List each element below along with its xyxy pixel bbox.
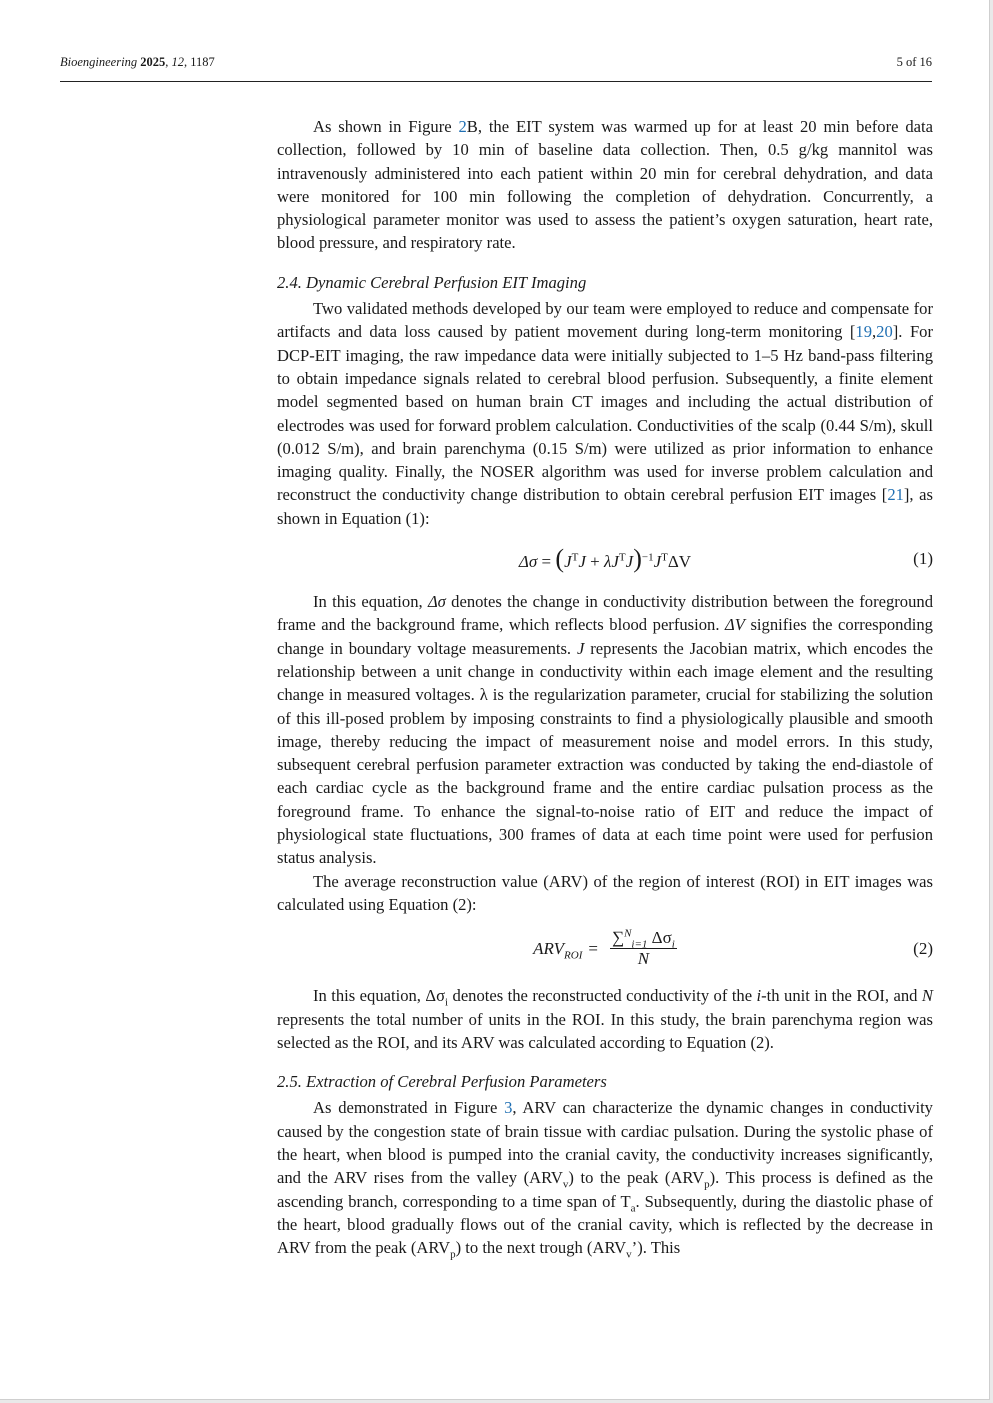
section-heading-2-5: 2.5. Extraction of Cerebral Perfusion Parameters (277, 1072, 607, 1092)
equation-1 (277, 536, 933, 582)
header-rule (60, 81, 932, 82)
reference-19-link[interactable]: 19 (855, 322, 873, 342)
paragraph-perfusion-parameters: As demonstrated in Figure 3, ARV can characterize the dynamic changes in conductivity caused by the congestion state of brain tissue with cardiac pulsation. During the systolic phase of the heart, when blood is pumped into the cranial cavity, the conductivity increases significantly, and the ARV rises from the valley $(ARV_v)$ to the peak $(ARV_p)$. This process is defined as the ascending branch, corresponding to a time span of $T_a$. Subsequently, during the diastolic phase of the heart, blood gradually flows out of the cranial cavity, which is reflected by the decrease in ARV from the peak $(ARV_p)$ to the next trough $(ARV_v’)$. This (277, 1098, 934, 1261)
running-header (60, 55, 932, 70)
body-text (277, 115, 933, 1259)
page-number: 5 of 16 (896, 55, 932, 69)
equation-1-number: (1) (913, 549, 933, 569)
equation-2-body: $ARV_{ROI}$ = $\frac{\sum^N_{i=1} \Delta\sigma_i}{N}$ (533, 927, 675, 969)
figure-2-link[interactable]: 2 (458, 117, 467, 136)
paragraph-equation-2-explanation: In this equation, $\Delta\sigma_i$ denotes the reconstructed conductivity of the i-th unit in the ROI, and N represents the total number of units in the ROI. In this study, the brain parenchyma region was selected as the ROI, and its ARV was calculated according to Equation (2). (277, 986, 933, 1052)
reference-20-link[interactable]: 20 (876, 322, 893, 342)
equation-2 (277, 922, 933, 976)
journal-citation: Bioengineering 2025, 12, 1187 (60, 55, 215, 69)
figure-3-link[interactable]: 3 (504, 1098, 513, 1118)
paragraph-dehydration-protocol: As shown in Figure 2B, the EIT system was warmed up for at least 20 min before data collection, followed by 10 min of baseline data collection. Then, 0.5 g/kg mannitol was intravenously administered into each patient within 20 min for cerebral dehydration, and data were monitored for 100 min following the completion of dehydration. Concurrently, a physiological parameter monitor was used to assess the patient’s oxygen saturation, heart rate, blood pressure, and respiratory rate. (277, 117, 933, 253)
reference-21-link[interactable]: 21 (887, 485, 904, 505)
paragraph-eit-imaging: Two validated methods developed by our team were employed to reduce and compensate for artifacts and data loss caused by patient movement during long-term monitoring [19,20]. For DCP-EIT imaging, the raw impedance data were initially subjected to 1–5 Hz band-pass filtering to obtain impedance signals related to cerebral blood perfusion. Subsequently, a finite element model segmented based on human brain CT images and including the actual distribution of electrodes was used for forward problem calculation. Conductivities of the scalp (0.44 S/m), skull (0.012 S/m), and brain parenchyma (0.15 S/m) were utilized as prior information to enhance imaging quality. Finally, the NOSER algorithm was used for inverse problem calculation and reconstruct the conductivity change distribution to obtain cerebral perfusion EIT images [21], as shown in Equation (1): (277, 299, 933, 528)
equation-2-number: (2) (913, 939, 933, 959)
section-heading-2-4: 2.4. Dynamic Cerebral Perfusion EIT Imaging (277, 272, 587, 292)
paragraph-equation-1-explanation: In this equation, Δσ denotes the change in conductivity distribution between the foreground frame and the background frame, which reflects blood perfusion. ΔV signifies the corresponding change in boundary voltage measurements. J represents the Jacobian matrix, which encodes the relationship between a unit change in conductivity within each image element and the resulting change in measured voltages. λ is the regularization parameter, crucial for stabilizing the solution of this ill-posed problem by imposing constraints to find a physiologically plausible and smooth image, thereby reducing the impact of measurement noise and model errors. In this study, subsequent cerebral perfusion parameter extraction was conducted by taking the end-diastole of each cardiac cycle as the background frame and the entire cardiac pulsation process as the foreground frame. To enhance the signal-to-noise ratio of EIT and reduce the impact of physiological state fluctuations, 300 frames of data at each time point were used for perfusion status analysis. (277, 592, 933, 868)
equation-2-fraction: $\frac{\sum^N_{i=1} \Delta\sigma_i}{N}$ (611, 927, 675, 969)
equation-1-body: $\Delta\sigma = (J^TJ + \lambda J^TJ)^{-1}J^T\Delta V$ (518, 544, 692, 574)
paragraph-arv-intro: The average reconstruction value (ARV) of the region of interest (ROI) in EIT images was calculated using Equation (2): (277, 871, 933, 914)
